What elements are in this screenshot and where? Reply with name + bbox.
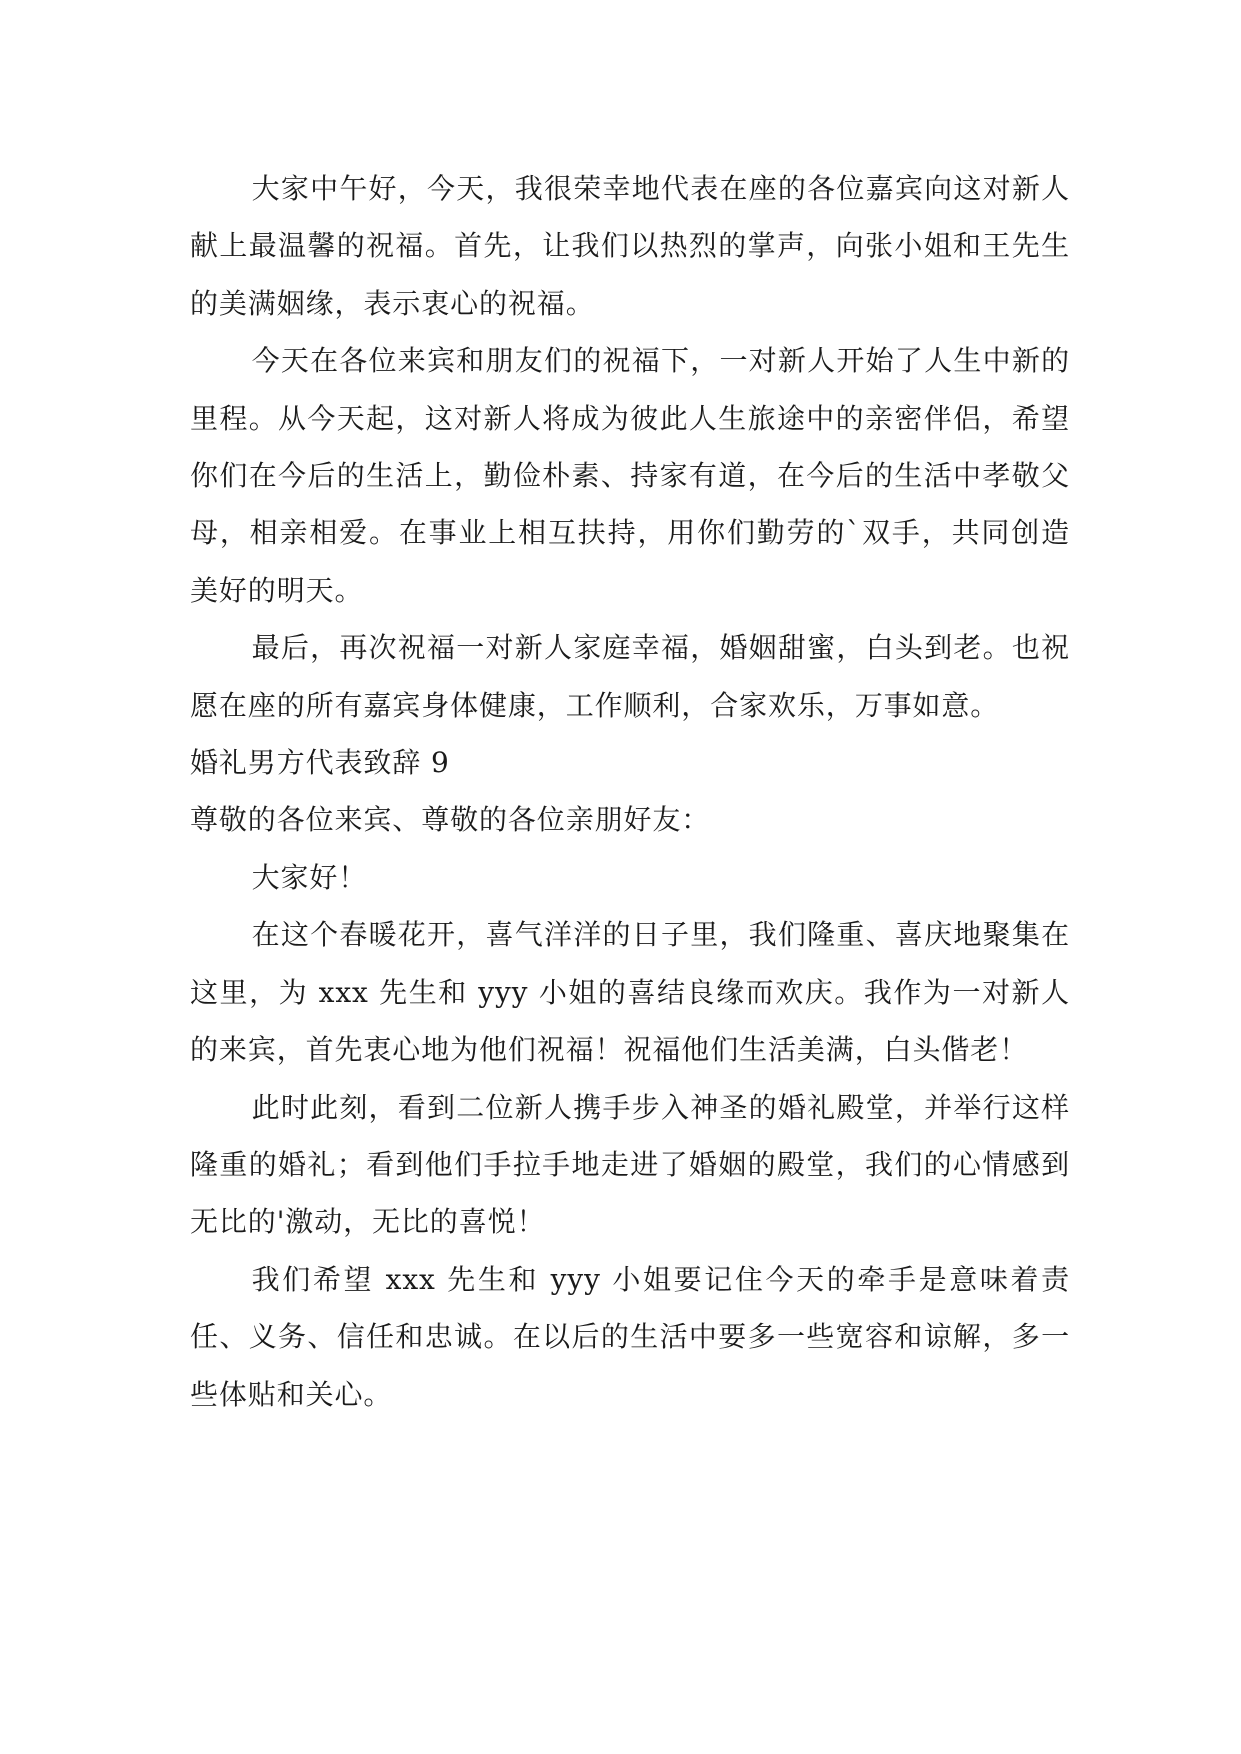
section-title: 婚礼男方代表致辞 9 <box>190 746 450 780</box>
salutation: 尊敬的各位来宾、尊敬的各位亲朋好友： <box>190 803 711 837</box>
paragraph-blessing: 今天在各位来宾和朋友们的祝福下，一对新人开始了人生中新的里程。从今天起，这对新人将成为彼此人生旅途中的亲密伴侣，希望你们在今后的生活上，勤俭朴素、持家有道，在今后的生活中孝敬父母，相亲相爱。在事业上相互扶持，用你们勤劳的`双手，共同创造美好的明天。 <box>190 344 1070 607</box>
paragraph-opening: 大家中午好，今天，我很荣幸地代表在座的各位嘉宾向这对新人献上最温馨的祝福。首先，让我们以热烈的掌声，向张小姐和王先生的美满姻缘，表示衷心的祝福。 <box>190 172 1070 320</box>
document-body <box>190 160 1070 1423</box>
paragraph-hope: 我们希望 xxx 先生和 yyy 小姐要记住今天的牵手是意味着责任、义务、信任和忠诚。在以后的生活中要多一些宽容和谅解，多一些体贴和关心。 <box>190 1262 1070 1411</box>
greeting: 大家好！ <box>251 860 368 894</box>
paragraph-closing: 最后，再次祝福一对新人家庭幸福，婚姻甜蜜，白头到老。也祝愿在座的所有嘉宾身体健康，工作顺利，合家欢乐，万事如意。 <box>190 631 1070 722</box>
paragraph-celebration: 在这个春暖花开，喜气洋洋的日子里，我们隆重、喜庆地聚集在这里，为 xxx 先生和 yyy 小姐的喜结良缘而欢庆。我作为一对新人的来宾，首先衷心地为他们祝福！祝福他们生活美满，白头偕老！ <box>190 918 1070 1067</box>
paragraph-moment: 此时此刻，看到二位新人携手步入神圣的婚礼殿堂，并举行这样隆重的婚礼；看到他们手拉手地走进了婚姻的殿堂，我们的心情感到无比的'激动，无比的喜悦！ <box>190 1090 1070 1239</box>
